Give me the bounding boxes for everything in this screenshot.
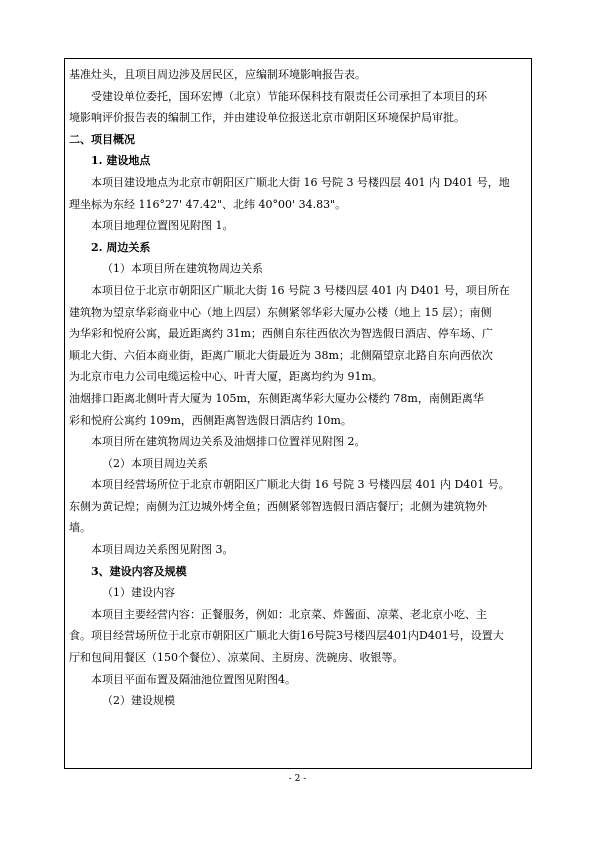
text-line: 油烟排口距离北侧叶青大厦为 105m，东侧距离华彩大厦办公楼约 78m，南侧距离华 bbox=[69, 391, 484, 405]
text-line: 本项目建设地点为北京市朝阳区广顺北大街 16 号院 3 号楼四层 401 内 D401 号，地 bbox=[91, 175, 510, 189]
text-line: 为华彩和悦府公寓，最近距离约 31m；西侧自东往西依次为智选假日酒店、停车场、广 bbox=[69, 327, 493, 341]
text-line: 本项目位于北京市朝阳区广顺北大街 16 号院 3 号楼四层 401 内 D401 号，项目所在 bbox=[91, 283, 510, 297]
text-line: （1）建设内容 bbox=[102, 586, 175, 600]
text-line: 本项目主要经营内容：正餐服务，例如：北京菜、炸酱面、凉菜、老北京小吃、主 bbox=[91, 607, 487, 621]
content-frame bbox=[64, 58, 532, 769]
section-heading: 1. 建设地点 bbox=[91, 154, 151, 168]
text-line: 基准灶头，且项目周边涉及居民区，应编制环境影响报告表。 bbox=[69, 68, 366, 81]
section-heading: 2. 周边关系 bbox=[91, 240, 151, 254]
page-number: - 2 - bbox=[288, 774, 307, 784]
text-line: 理坐标为东经 116°27' 47.42"、北纬 40°00' 34.83"。 bbox=[69, 197, 347, 211]
text-line: 厅和包间用餐区（150个餐位）、凉菜间、主厨房、洗碗房、收银等。 bbox=[69, 651, 404, 665]
text-line: 本项目周边关系图见附图 3。 bbox=[91, 543, 234, 557]
text-line: （2）本项目周边关系 bbox=[102, 456, 208, 470]
text-line: 为北京市电力公司电缆运检中心、叶青大厦，距离均约为 91m。 bbox=[69, 370, 383, 384]
text-line: 食。项目经营场所位于北京市朝阳区广顺北大街16号院3号楼四层401内D401号，设置大 bbox=[69, 629, 504, 643]
text-line: 境影响评价报告表的编制工作，并由建设单位报送北京市朝阳区环境保护局审批。 bbox=[69, 111, 465, 125]
text-line: 本项目经营场所位于北京市朝阳区广顺北大街 16 号院 3 号楼四层 401 内 D401 号。 bbox=[91, 478, 510, 492]
text-line: 顺北大街、六佰本商业街，距离广顺北大街最近为 38m；北侧隔望京北路自东向西依次 bbox=[69, 348, 493, 362]
section-heading: 二、项目概况 bbox=[69, 132, 135, 146]
text-line: （1）本项目所在建筑物周边关系 bbox=[102, 262, 263, 276]
text-line: 本项目地理位置图见附图 1。 bbox=[91, 219, 234, 233]
text-line: 受建设单位委托，国环宏博（北京）节能环保科技有限责任公司承担了本项目的环 bbox=[91, 89, 487, 103]
text-line: 墙。 bbox=[69, 521, 91, 535]
text-line: （2）建设规模 bbox=[102, 694, 175, 708]
text-line: 本项目所在建筑物周边关系及油烟排口位置祥见附图 2。 bbox=[91, 435, 366, 449]
text-line: 建筑物为望京华彩商业中心（地上四层）东侧紧邻华彩大厦办公楼（地上 15 层）；南侧 bbox=[69, 305, 492, 319]
document-body bbox=[69, 64, 527, 712]
text-line: 彩和悦府公寓约 109m，西侧距离智选假日酒店约 10m。 bbox=[69, 413, 352, 427]
text-line: 本项目平面布置及隔油池位置图见附图4。 bbox=[91, 672, 296, 686]
text-line: 东侧为黄记煌；南侧为江边城外烤全鱼；西侧紧邻智选假日酒店餐厅；北侧为建筑物外 bbox=[69, 499, 487, 513]
section-heading: 3、建设内容及规模 bbox=[91, 564, 187, 578]
